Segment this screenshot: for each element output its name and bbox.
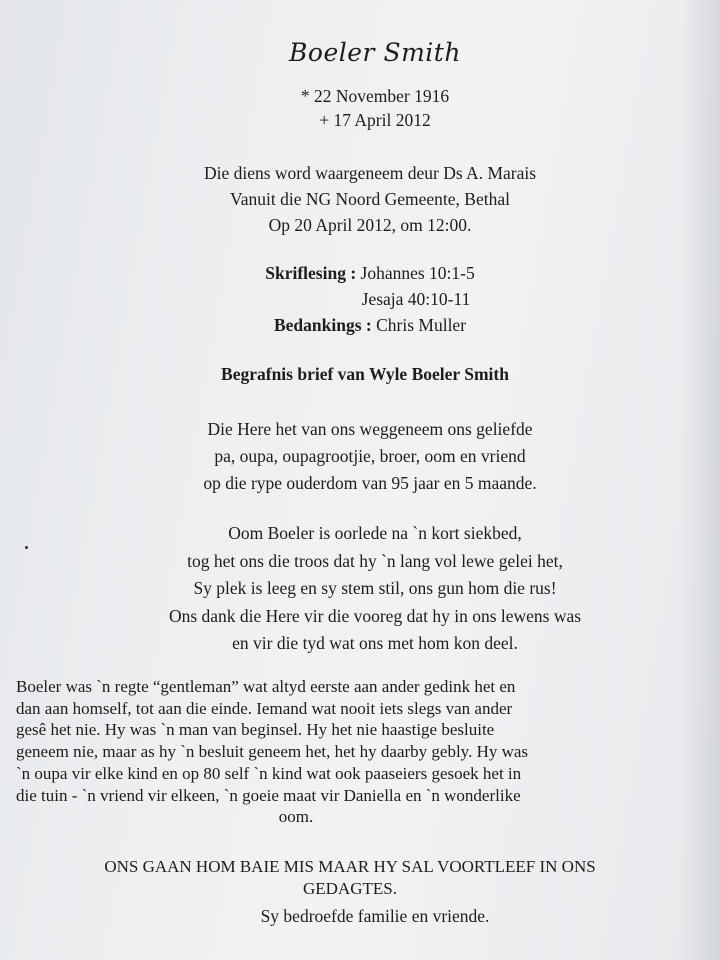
closing-line-1: ONS GAAN HOM BAIE MIS MAAR HY SAL VOORTLEEF IN ONS — [104, 857, 596, 876]
thanks-line — [20, 312, 720, 338]
service-officiant: Die diens word waargeneem deur Ds A. Marais — [203, 163, 537, 183]
deceased-name: Boeler Smith — [289, 38, 461, 67]
scripture-readings — [0, 260, 720, 338]
letter-heading: Begrafnis brief van Wyle Boeler Smith — [221, 364, 509, 384]
paragraph-line: `n oupa vir elke kind en op 80 self `n kind wat ook paaseiers gesoek het in — [16, 763, 522, 783]
paragraph-line: Oom Boeler is oorlede na `n kort siekbed, — [228, 523, 522, 543]
paragraph-line: Die Here het van ons weggeneem ons geliefde — [207, 419, 533, 439]
closing-statement — [0, 856, 720, 900]
paragraph-line: geneem nie, maar as hy `n besluit geneem het, het hy daarby gebly. Hy was — [16, 742, 529, 762]
paragraph-line: gesê het nie. Hy was `n man van beginsel. Hy het nie haastige besluite — [16, 720, 495, 740]
paragraph-line: oom. — [278, 807, 314, 827]
service-date-time: Op 20 April 2012, om 12:00. — [268, 215, 472, 235]
death-date: + 17 April 2012 — [319, 110, 431, 130]
paragraph-line: die tuin - `n vriend vir elkeen, `n goeie maat vir Daniella en `n wonderlike — [16, 785, 521, 805]
closing-line-2: GEDAGTES. — [303, 879, 397, 898]
reading-line-1 — [20, 260, 720, 286]
service-details — [0, 160, 720, 238]
paragraph-line: op die rype ouderdom van 95 jaar en 5 maande. — [203, 473, 537, 493]
paragraph-line: Sy plek is leeg en sy stem stil, ons gun hom die rus! — [193, 578, 557, 598]
paragraph-line: Ons dank die Here vir die vooreg dat hy in ons lewens was — [168, 605, 582, 626]
reading-1: Johannes 10:1-5 — [360, 263, 475, 283]
thanks-label: Bedankings : — [273, 315, 372, 335]
life-dates — [0, 84, 720, 132]
letter-paragraph-1 — [0, 416, 720, 497]
birth-date: * 22 November 1916 — [300, 86, 450, 106]
paragraph-line: dan aan homself, tot aan die einde. Iemand wat nooit iets slegs van ander — [16, 698, 513, 718]
paragraph-line: Boeler was `n regte “gentleman” wat altyd eerste aan ander gedink het en — [16, 677, 516, 696]
thanks-name: Chris Muller — [376, 315, 467, 335]
reading-2: Jesaja 40:10-11 — [361, 289, 471, 309]
letter-paragraph-3 — [16, 676, 616, 828]
scripture-label: Skriflesing : — [265, 263, 357, 283]
service-church: Vanuit die NG Noord Gemeente, Bethal — [230, 189, 510, 209]
signature-line: Sy bedroefde familie en vriende. — [260, 906, 490, 926]
paragraph-line: pa, oupa, oupagrootjie, broer, oom en vriend — [214, 446, 526, 466]
paragraph-line: en vir die tyd wat ons met hom kon deel. — [232, 633, 518, 653]
letter-paragraph-2 — [0, 520, 720, 658]
paragraph-line: tog het ons die troos dat hy `n lang vol lewe gelei het, — [187, 550, 563, 571]
